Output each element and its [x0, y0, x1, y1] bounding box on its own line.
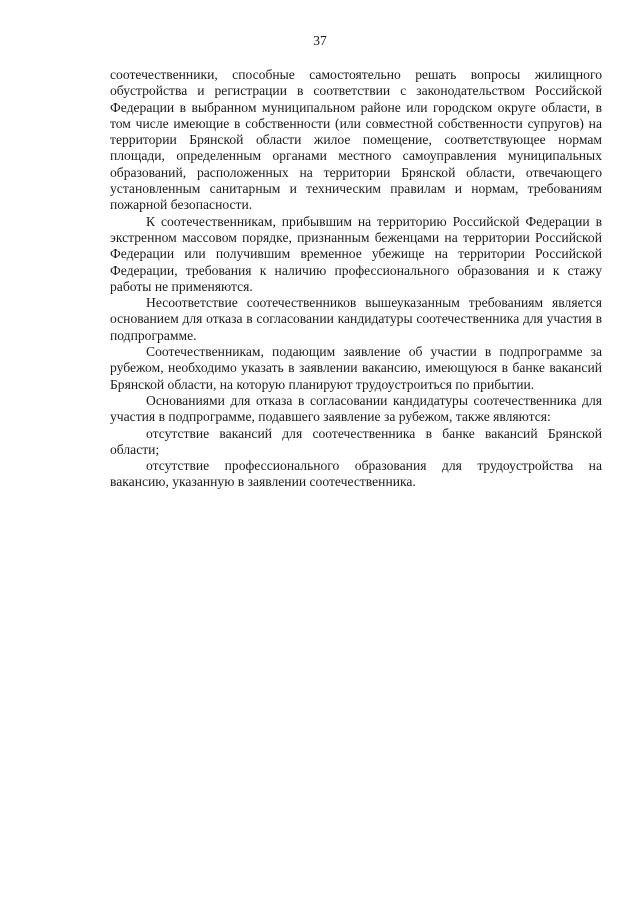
paragraph-2: К соотечественникам, прибывшим на территорию Российской Федерации в экстренном массовом порядке, признанным беженцами на территории Российской Федерации или получившим временное убежище на территории Российской Федерации, требования к наличию профессионального образования и к стажу работы не применяются. — [110, 213, 602, 294]
paragraph-4: Соотечественникам, подающим заявление об участии в подпрограмме за рубежом, необходимо указать в заявлении вакансию, имеющуюся в банке вакансий Брянской области, на которую планируют трудоустроиться по прибытии. — [110, 344, 602, 392]
document-body — [110, 67, 602, 491]
paragraph-7: отсутствие профессионального образования для трудоустройства на вакансию, указанную в заявлении соотечественника. — [110, 458, 602, 490]
paragraph-1: соотечественники, способные самостоятельно решать вопросы жилищного обустройства и регистрации в соответствии с законодательством Российской Федерации в выбранном муниципальном районе или городском округе области, в том числе имеющие в собственности (или совместной собственности супругов) на территории Брянской области жилое помещение, соответствующее нормам площади, определенным органами местного самоуправления муниципальных образований, расположенных на территории Брянской области, отвечающего установленным санитарным и техническим правилам и нормам, требованиям пожарной безопасности. — [110, 67, 602, 213]
page-number: 37 — [313, 33, 327, 48]
paragraph-5: Основаниями для отказа в согласовании кандидатуры соотечественника для участия в подпрограмме, подавшего заявление за рубежом, также являются: — [110, 392, 602, 425]
paragraph-3: Несоответствие соотечественников вышеуказанным требованиям является основанием для отказа в согласовании кандидатуры соотечественника для участия в подпрограмме. — [110, 295, 602, 343]
paragraph-6: отсутствие вакансий для соотечественника в банке вакансий Брянской области; — [110, 425, 602, 457]
